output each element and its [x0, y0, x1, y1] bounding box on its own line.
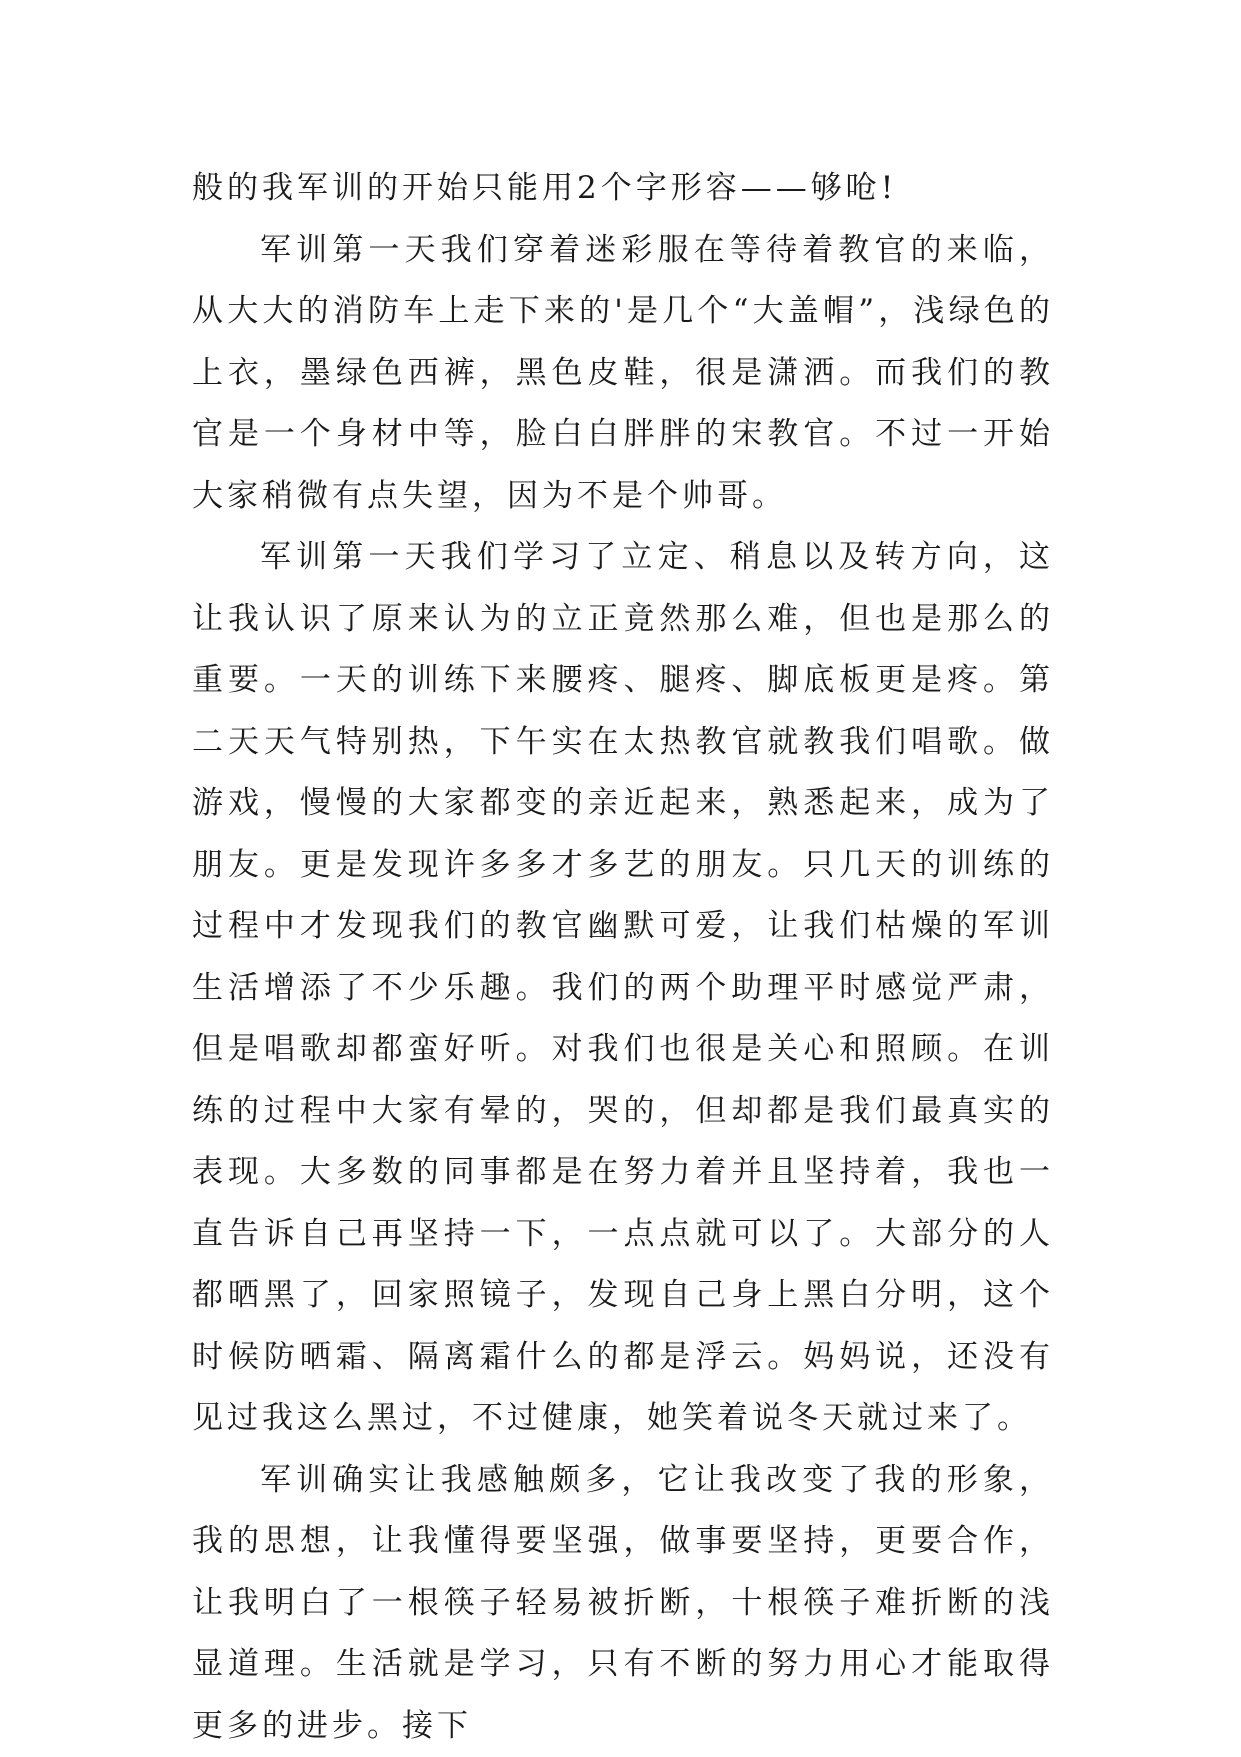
paragraph-reflection: 军训确实让我感触颇多，它让我改变了我的形象，我的思想，让我懂得要坚强，做事要坚持，更要合作，让我明白了一根筷子轻易被折断，十根筷子难折断的浅显道理。生活就是学习，只有不断的努力用心才能取得更多的进步。接下 [192, 1450, 1054, 1757]
paragraph-first-day-instructors: 军训第一天我们穿着迷彩服在等待着教官的来临，从大大的消防车上走下来的'是几个“大盖帽”，浅绿色的上衣，墨绿色西裤，黑色皮鞋，很是潇洒。而我们的教官是一个身材中等，脸白白胖胖的宋教官。不过一开始大家稍微有点失望，因为不是个帅哥。 [192, 220, 1054, 528]
paragraph-training-experience: 军训第一天我们学习了立定、稍息以及转方向，这让我认识了原来认为的立正竟然那么难，但也是那么的重要。一天的训练下来腰疼、腿疼、脚底板更是疼。第二天天气特别热，下午实在太热教官就教我们唱歌。做游戏，慢慢的大家都变的亲近起来，熟悉起来，成为了朋友。更是发现许多多才多艺的朋友。只几天的训练的过程中才发现我们的教官幽默可爱，让我们枯燥的军训生活增添了不少乐趣。我们的两个助理平时感觉严肃，但是唱歌却都蛮好听。对我们也很是关心和照顾。在训练的过程中大家有晕的，哭的，但却都是我们最真实的表现。大多数的同事都是在努力着并且坚持着，我也一直告诉自己再坚持一下，一点点就可以了。大部分的人都晒黑了，回家照镜子，发现自己身上黑白分明，这个时候防晒霜、隔离霜什么的都是浮云。妈妈说，还没有见过我这么黑过，不过健康，她笑着说冬天就过来了。 [192, 527, 1054, 1450]
document-body [192, 158, 1054, 1757]
paragraph-continuation: 般的我军训的开始只能用2个字形容——够呛! [192, 158, 1054, 220]
